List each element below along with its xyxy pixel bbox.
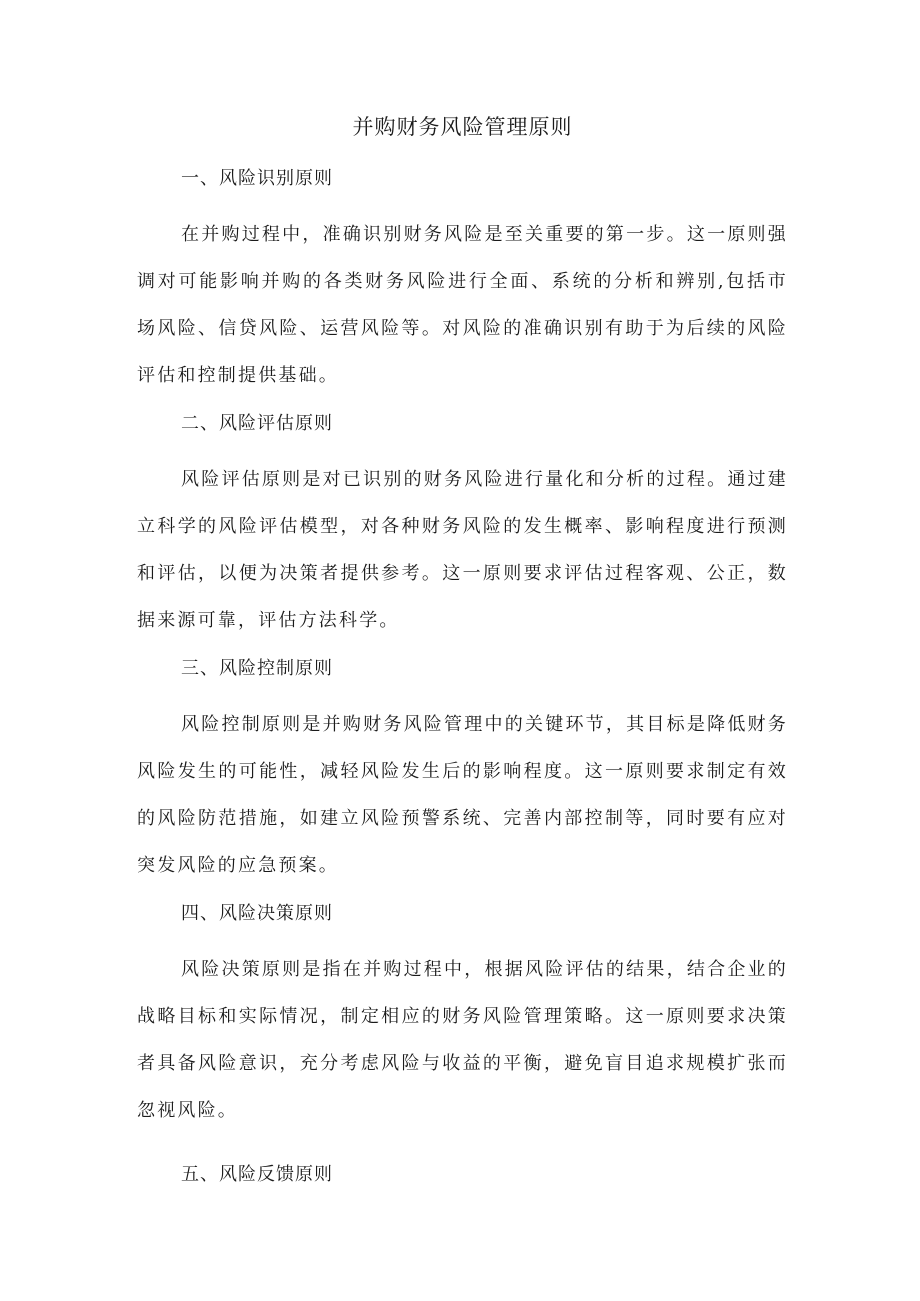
- section-heading-2: 二、风险评估原则: [181, 413, 333, 434]
- section-heading-5: 五、风险反馈原则: [181, 1164, 333, 1185]
- section-body-2: 风险评估原则是对已识别的财务风险进行量化和分析的过程。通过建立科学的风险评估模型，对各种财务风险的发生概率、影响程度进行预测和评估，以便为决策者提供参考。这一原则要求评估过程客观、公正，数据来源可靠，评估方法科学。: [137, 469, 788, 631]
- section-heading-1: 一、风险识别原则: [181, 168, 333, 189]
- section-body-4: 风险决策原则是指在并购过程中，根据风险评估的结果，结合企业的战略目标和实际情况，制定相应的财务风险管理策略。这一原则要求决策者具备风险意识，充分考虑风险与收益的平衡，避免盲目追求规模扩张而忽视风险。: [137, 959, 788, 1121]
- section-body-3: 风险控制原则是并购财务风险管理中的关键环节，其目标是降低财务风险发生的可能性，减轻风险发生后的影响程度。这一原则要求制定有效的风险防范措施，如建立风险预警系统、完善内部控制等，同时要有应对突发风险的应急预案。: [137, 714, 788, 876]
- section-heading-4: 四、风险决策原则: [181, 903, 333, 924]
- document-title: 并购财务风险管理原则: [352, 115, 573, 139]
- section-heading-3: 三、风险控制原则: [181, 658, 333, 679]
- section-body-1: 在并购过程中，准确识别财务风险是至关重要的第一步。这一原则强调对可能影响并购的各类财务风险进行全面、系统的分析和辨别,包括市场风险、信贷风险、运营风险等。对风险的准确识别有助于为后续的风险评估和控制提供基础。: [137, 224, 788, 386]
